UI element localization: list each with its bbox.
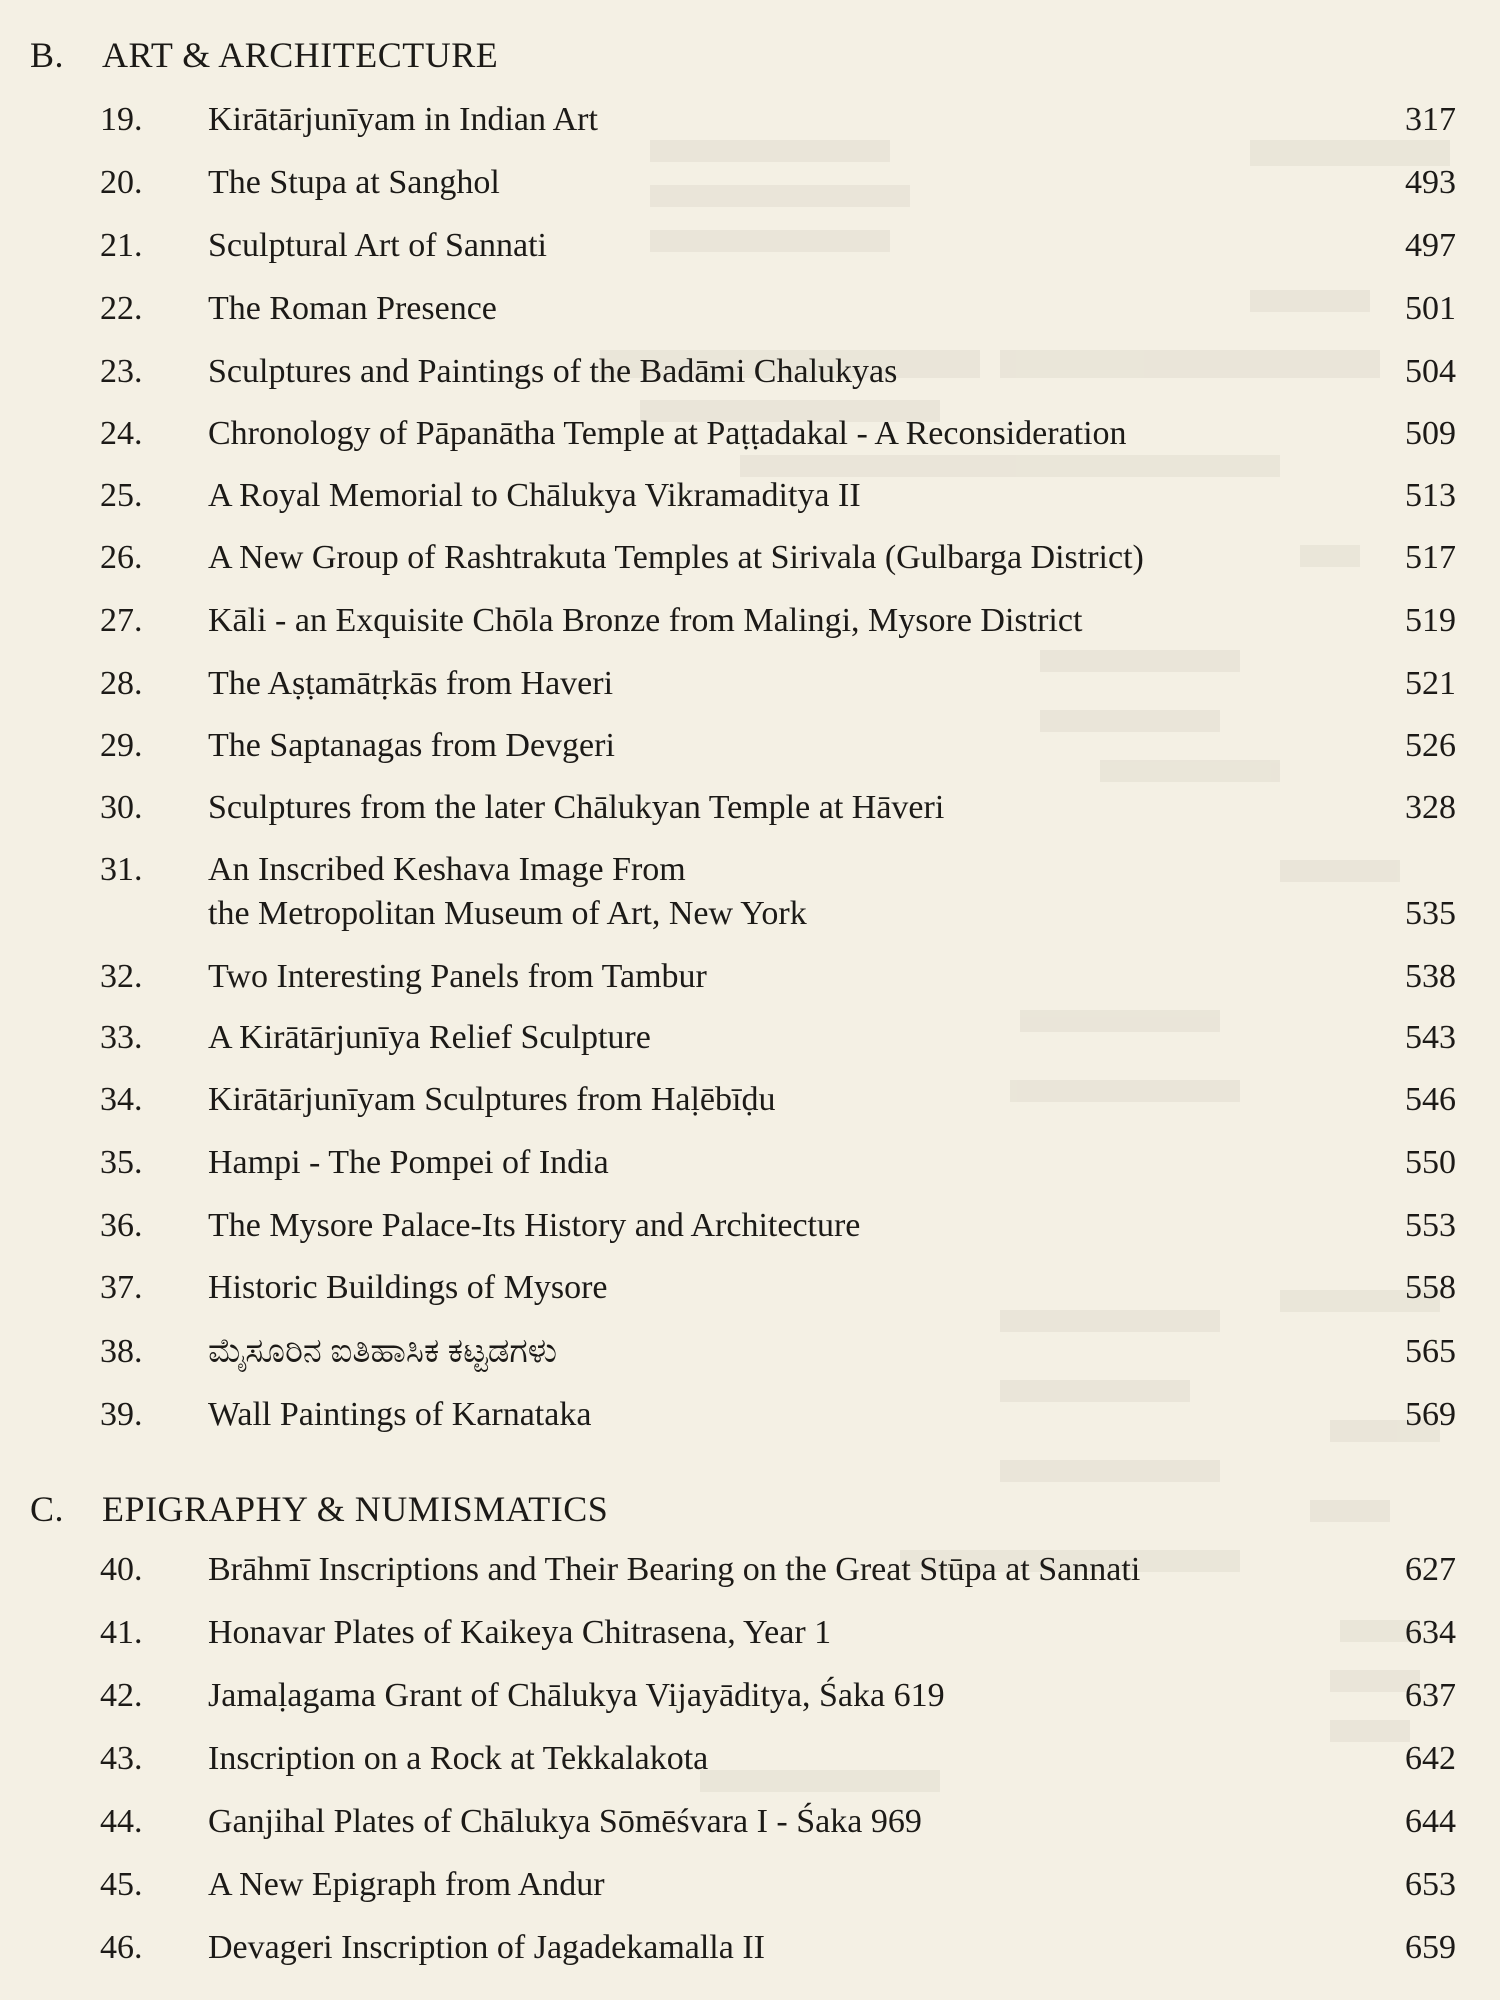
entry-page: 497 [1405,227,1456,264]
entry-title: Kāli - an Exquisite Chōla Bronze from Malingi, Mysore District [208,602,1083,639]
entry-page: 642 [1405,1740,1456,1777]
entry-number: 45. [100,1866,143,1903]
entry-number: 23. [100,353,143,390]
entry-page: 569 [1405,1396,1456,1433]
entry-number: 44. [100,1803,143,1840]
entry-title: A New Group of Rashtrakuta Temples at Sirivala (Gulbarga District) [208,539,1144,576]
entry-number: 19. [100,101,143,138]
entry-title: A Kirātārjunīya Relief Sculpture [208,1019,651,1056]
entry-number: 20. [100,164,143,201]
entry-page: 493 [1405,164,1456,201]
entry-title: The Roman Presence [208,290,497,327]
entry-title: Chronology of Pāpanātha Temple at Paṭṭadakal - A Reconsideration [208,415,1127,452]
entry-page: 553 [1405,1207,1456,1244]
entry-page: 637 [1405,1677,1456,1714]
entry-title: Sculptural Art of Sannati [208,227,548,264]
entry-page: 538 [1405,958,1456,995]
entry-number: 40. [100,1551,143,1588]
entry-title-continued: the Metropolitan Museum of Art, New York [208,895,807,932]
entry-page: 543 [1405,1019,1456,1056]
entry-page: 565 [1405,1333,1456,1370]
entry-title: Sculptures and Paintings of the Badāmi Chalukyas [208,353,898,390]
entry-page: 535 [1405,895,1456,932]
entry-number: 46. [100,1929,143,1966]
section-title: ART & ARCHITECTURE [102,35,499,75]
toc-entry [0,848,1500,936]
entry-page: 634 [1405,1614,1456,1651]
entry-title: Kirātārjunīyam Sculptures from Haḷēbīḍu [208,1081,776,1118]
entry-page: 521 [1405,665,1456,702]
section-title: EPIGRAPHY & NUMISMATICS [102,1489,609,1529]
entry-number: 27. [100,602,143,639]
section-heading-b [30,34,498,76]
entry-title: A New Epigraph from Andur [208,1866,605,1903]
entry-title: Hampi - The Pompei of India [208,1144,609,1181]
entry-title: Jamaḷagama Grant of Chālukya Vijayāditya, Śaka 619 [208,1677,945,1714]
section-letter: C. [30,1489,65,1529]
entry-number: 33. [100,1019,143,1056]
entry-number: 36. [100,1207,143,1244]
entry-title: Honavar Plates of Kaikeya Chitrasena, Year 1 [208,1614,832,1651]
entry-number: 39. [100,1396,143,1433]
entry-title: Devageri Inscription of Jagadekamalla II [208,1929,765,1966]
entry-page: 546 [1405,1081,1456,1118]
entry-number: 35. [100,1144,143,1181]
entry-page: 526 [1405,727,1456,764]
entry-page: 501 [1405,290,1456,327]
entry-page: 659 [1405,1929,1456,1966]
entry-page: 558 [1405,1269,1456,1306]
entry-number: 31. [100,851,143,888]
entry-number: 37. [100,1269,143,1306]
entry-page: 317 [1405,101,1456,138]
entry-number: 43. [100,1740,143,1777]
entry-number: 22. [100,290,143,327]
entry-number: 24. [100,415,143,452]
entry-page: 509 [1405,415,1456,452]
entry-title: The Aṣṭamātṛkās from Haveri [208,665,614,702]
entry-number: 32. [100,958,143,995]
entry-number: 25. [100,477,143,514]
entry-page: 653 [1405,1866,1456,1903]
entry-page: 504 [1405,353,1456,390]
entry-number: 30. [100,789,143,826]
entry-title: Sculptures from the later Chālukyan Temple at Hāveri [208,789,945,826]
entry-title: The Saptanagas from Devgeri [208,727,615,764]
entry-title: The Stupa at Sanghol [208,164,500,201]
entry-page: 644 [1405,1803,1456,1840]
entry-number: 41. [100,1614,143,1651]
entry-title: Historic Buildings of Mysore [208,1269,608,1306]
entry-page: 627 [1405,1551,1456,1588]
entry-number: 26. [100,539,143,576]
entry-number: 42. [100,1677,143,1714]
entry-title: Wall Paintings of Karnataka [208,1396,592,1433]
entry-number: 28. [100,665,143,702]
entry-title: ಮೈಸೂರಿನ ಐತಿಹಾಸಿಕ ಕಟ್ಟಡಗಳು [208,1333,558,1370]
entry-title: A Royal Memorial to Chālukya Vikramaditya II [208,477,861,514]
entry-title: Brāhmī Inscriptions and Their Bearing on the Great Stūpa at Sannati [208,1551,1141,1588]
entry-page: 550 [1405,1144,1456,1181]
entry-title: Inscription on a Rock at Tekkalakota [208,1740,709,1777]
section-letter: B. [30,35,65,75]
entry-number: 38. [100,1333,143,1370]
entry-page: 519 [1405,602,1456,639]
entry-number: 34. [100,1081,143,1118]
entry-title: An Inscribed Keshava Image From [208,851,686,888]
entry-page: 517 [1405,539,1456,576]
entry-title: Ganjihal Plates of Chālukya Sōmēśvara I - Śaka 969 [208,1803,922,1840]
entry-page: 328 [1405,789,1456,826]
entry-title: Kirātārjunīyam in Indian Art [208,101,598,138]
entry-title: Two Interesting Panels from Tambur [208,958,707,995]
entry-number: 29. [100,727,143,764]
section-heading-c [30,1488,608,1530]
entry-number: 21. [100,227,143,264]
entry-page: 513 [1405,477,1456,514]
entry-title: The Mysore Palace-Its History and Architecture [208,1207,861,1244]
